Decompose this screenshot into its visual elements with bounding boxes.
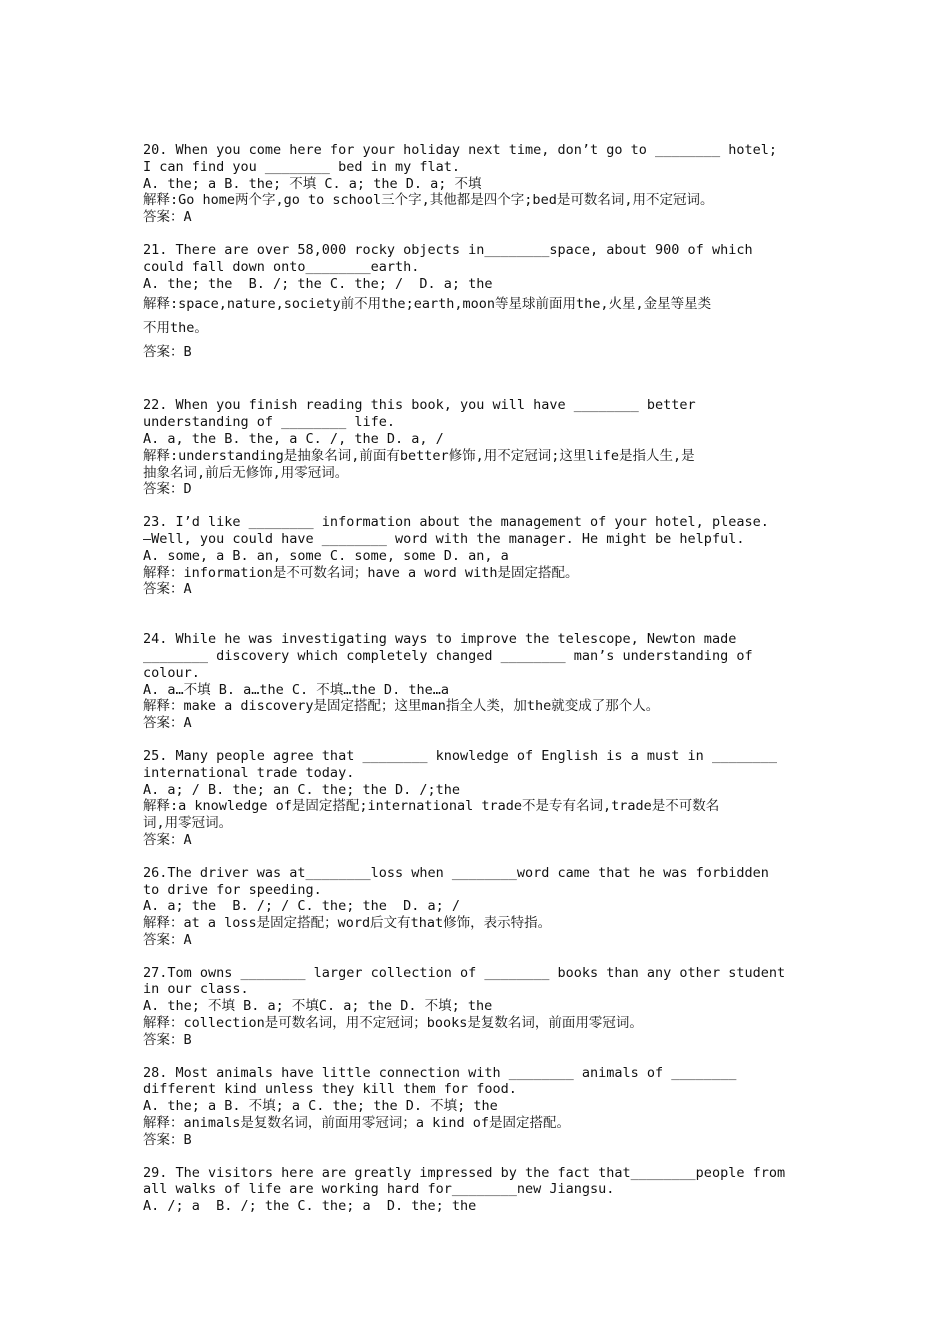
question-text: 26.The driver was at________loss when ________word came that he was forbidden (143, 864, 769, 881)
question-29 (143, 1165, 823, 1215)
explanation: 不用the。 (143, 320, 208, 337)
question-text: international trade today. (143, 764, 355, 781)
document-page (143, 142, 823, 1215)
answer: 答案：A (143, 715, 192, 732)
question-27 (143, 965, 823, 1049)
question-text: colour. (143, 664, 200, 681)
explanation: 解释:understanding是抽象名词,前面有better修饰,用不定冠词;这里life是指人生,是 (143, 447, 695, 464)
explanation: 解释：make a discovery是固定搭配；这里man指全人类，加the就变成了那个人。 (143, 698, 660, 715)
answer: 答案：A (143, 831, 192, 848)
question-text: 29. The visitors here are greatly impressed by the fact that________people from (143, 1164, 786, 1181)
explanation: 词,用零冠词。 (143, 815, 233, 832)
question-text: 28. Most animals have little connection with ________ animals of ________ (143, 1064, 737, 1081)
answer-options: A. /; a B. /; the C. the; a D. the; the (143, 1198, 477, 1215)
question-28 (143, 1065, 823, 1149)
question-text: I can find you ________ bed in my flat. (143, 158, 460, 175)
question-22 (143, 397, 823, 498)
answer: 答案：B (143, 1031, 192, 1048)
answer-options: A. the; the B. /; the C. the; / D. a; the (143, 275, 493, 292)
question-26 (143, 865, 823, 949)
answer-options: A. a, the B. the, a C. /, the D. a, / (143, 430, 444, 447)
answer: 答案：A (143, 931, 192, 948)
question-21 (143, 242, 823, 364)
answer-options: A. a; the B. /; / C. the; the D. a; / (143, 898, 460, 915)
explanation: 解释：animals是复数名词，前面用零冠词；a kind of是固定搭配。 (143, 1115, 571, 1132)
question-text: could fall down onto________earth. (143, 258, 420, 275)
question-24 (143, 631, 823, 732)
answer-options: A. the; a B. 不填; a C. the; the D. 不填; the (143, 1098, 498, 1115)
answer-options: A. a…不填 B. a…the C. 不填…the D. the…a (143, 681, 449, 698)
question-text: to drive for speeding. (143, 881, 322, 898)
answer: 答案：A (143, 209, 192, 226)
explanation: 解释:Go home两个字,go to school三个字,其他都是四个字;bed是可数名词,用不定冠词。 (143, 192, 714, 209)
explanation: 解释:space,nature,society前不用the;earth,moon等星球前面用the,火星,金星等星类 (143, 296, 712, 313)
answer-options: A. some, a B. an, some C. some, some D. an, a (143, 547, 509, 564)
question-text: different kind unless they kill them for food. (143, 1081, 517, 1098)
answer: 答案：B (143, 344, 192, 361)
question-text: 24. While he was investigating ways to improve the telescope, Newton made (143, 631, 737, 648)
question-20 (143, 142, 823, 226)
question-text: —Well, you could have ________ word with the manager. He might be helpful. (143, 530, 745, 547)
question-text: 23. I’d like ________ information about the management of your hotel, please. (143, 514, 769, 531)
question-text: all walks of life are working hard for________new Jiangsu. (143, 1181, 615, 1198)
answer: 答案：B (143, 1131, 192, 1148)
question-23 (143, 514, 823, 598)
answer-options: A. the; a B. the; 不填 C. a; the D. a; 不填 (143, 175, 482, 192)
explanation: 解释：information是不可数名词；have a word with是固定搭配。 (143, 564, 579, 581)
question-text: 21. There are over 58,000 rocky objects in________space, about 900 of which (143, 241, 753, 258)
question-text: in our class. (143, 981, 249, 998)
answer: 答案：A (143, 581, 192, 598)
answer: 答案：D (143, 481, 192, 498)
question-text: ________ discovery which completely changed ________ man’s understanding of (143, 647, 753, 664)
answer-options: A. the; 不填 B. a; 不填C. a; the D. 不填; the (143, 998, 493, 1015)
question-text: 25. Many people agree that ________ knowledge of English is a must in ________ (143, 747, 777, 764)
question-text: 20. When you come here for your holiday next time, don’t go to ________ hotel; (143, 142, 777, 158)
answer-options: A. a; / B. the; an C. the; the D. /;the (143, 781, 460, 798)
question-text: 27.Tom owns ________ larger collection of ________ books than any other student (143, 964, 786, 981)
explanation: 解释：at a loss是固定搭配；word后文有that修饰，表示特指。 (143, 915, 552, 932)
explanation: 解释：collection是可数名词，用不定冠词；books是复数名词，前面用零冠词。 (143, 1015, 643, 1032)
question-25 (143, 748, 823, 849)
explanation: 解释:a knowledge of是固定搭配;international trade不是专有名词,trade是不可数名 (143, 798, 720, 815)
question-text: understanding of ________ life. (143, 414, 395, 431)
explanation: 抽象名词,前后无修饰,用零冠词。 (143, 464, 349, 481)
question-text: 22. When you finish reading this book, you will have ________ better (143, 397, 696, 414)
